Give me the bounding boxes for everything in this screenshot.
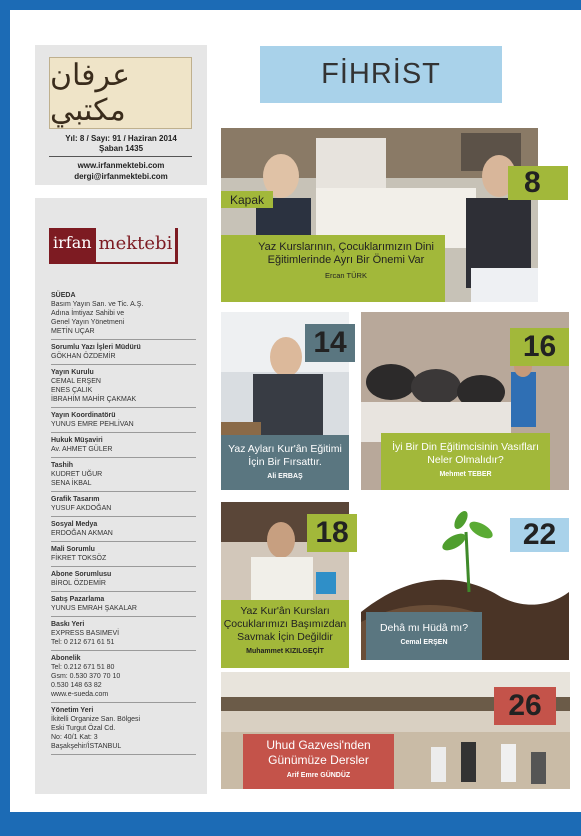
staff-role: Sosyal Medya (51, 521, 98, 528)
article-title: Yaz Kur'ân Kursları Çocuklarımızı Başımızdan Savmak İçin Değildir (223, 605, 347, 643)
website-link[interactable]: www.irfanmektebi.com (77, 161, 165, 170)
page-number-14: 14 (305, 324, 355, 362)
article-author: Ercan TÜRK (325, 271, 367, 280)
article-18[interactable] (221, 502, 349, 668)
staff-section (51, 365, 196, 408)
staff-role: Abone Sorumlusu (51, 571, 112, 578)
staff-role: Yönetim Yeri (51, 707, 94, 714)
staff-line: YUNUS EMRE PEHLİVAN (51, 421, 134, 428)
staff-section (51, 651, 196, 703)
staff-section (51, 567, 196, 592)
staff-line: YUNUS EMRAH ŞAKALAR (51, 605, 137, 612)
staff-role: Satış Pazarlama (51, 596, 105, 603)
staff-line: GÖKHAN ÖZDEMİR (51, 353, 116, 360)
issue-line: Yıl: 8 / Sayı: 91 / Haziran 2014 (65, 134, 177, 143)
page-number-16: 16 (510, 328, 569, 366)
article-author: Mehmet TEBER (439, 471, 492, 478)
staff-line: Başakşehir/İSTANBUL (51, 743, 122, 750)
staff-line: İBRAHİM MAHİR ÇAKMAK (51, 396, 137, 403)
staff-line: Eski Turgut Özal Cd. (51, 725, 116, 732)
staff-line: Genel Yayın Yönetmeni (51, 319, 125, 326)
staff-role: Grafik Tasarım (51, 496, 100, 503)
staff-line: Tel: 0 212 671 61 51 (51, 639, 115, 646)
logo-text: عرفان مكتبي (50, 58, 130, 128)
article-author: Cemal ERŞEN (400, 639, 448, 646)
staff-line: ERDOĞAN AKMAN (51, 530, 113, 537)
article-caption (221, 235, 445, 302)
article-author: Ali ERBAŞ (267, 473, 303, 480)
staff-line: Adına İmtiyaz Sahibi ve (51, 310, 125, 317)
staff-line: Tel: 0.212 671 51 80 (51, 664, 115, 671)
staff-line: CEMAL ERŞEN (51, 378, 101, 385)
article-title: Uhud Gazvesi'nden Günümüze Dersler (266, 738, 371, 767)
staff-section (51, 458, 196, 492)
masthead (35, 45, 207, 185)
staff-section (51, 288, 196, 340)
article-title: İyi Bir Din Eğitimcisinin Vasıfları Neler Olmalıdır? (392, 441, 539, 466)
staff-section (51, 492, 196, 517)
staff-role: Hukuk Müşaviri (51, 437, 103, 444)
staff-box (35, 198, 207, 794)
staff-role: Sorumlu Yazı İşleri Müdürü (51, 344, 141, 351)
staff-line: ENES ÇALIK (51, 387, 93, 394)
article-title: Yaz Kurslarının, Çocuklarımızın Dini Eğitimlerinde Ayrı Bir Önemi Var (258, 241, 434, 266)
staff-role: SÜEDA (51, 292, 76, 299)
page-number-18: 18 (307, 514, 357, 552)
article-22[interactable] (361, 502, 569, 660)
article-16[interactable] (361, 312, 569, 490)
staff-section (51, 703, 196, 755)
staff-line: 0.530 148 63 82 (51, 682, 102, 689)
staff-role: Yayın Koordinatörü (51, 412, 116, 419)
staff-line: FİKRET TOKSÖZ (51, 555, 107, 562)
issue-info (35, 134, 207, 154)
staff-role: Baskı Yeri (51, 621, 85, 628)
staff-role: Yayın Kurulu (51, 369, 94, 376)
calligraphy-logo (49, 57, 192, 129)
page-title: FİHRİST (321, 58, 441, 90)
article-caption (381, 433, 550, 490)
staff-line: YUSUF AKDOĞAN (51, 505, 112, 512)
article-title: Dehâ mı Hüdâ mı? (379, 622, 469, 634)
title-box (260, 46, 502, 103)
staff-section (51, 592, 196, 617)
staff-section (51, 542, 196, 567)
staff-section (51, 617, 196, 651)
brand-part-irfan: irfan (49, 228, 96, 264)
staff-line: EXPRESS BASIMEVİ (51, 630, 120, 637)
magazine-page (10, 10, 581, 812)
staff-line: Basım Yayın San. ve Tic. A.Ş. (51, 301, 144, 308)
staff-role: Tashih (51, 462, 74, 469)
staff-section (51, 408, 196, 433)
page-number-8: 8 (508, 166, 568, 200)
staff-line: Av. AHMET GÜLER (51, 446, 113, 453)
page-number-22: 22 (510, 518, 569, 552)
article-caption (366, 612, 482, 660)
staff-line: METİN UÇAR (51, 328, 95, 335)
cover-tag: Kapak (221, 191, 273, 208)
contact-info (35, 160, 207, 182)
brand-logo (49, 228, 192, 264)
staff-line: İkitelli Organize San. Bölgesi (51, 716, 141, 723)
brand-bar (175, 228, 178, 264)
article-title: Yaz Ayları Kur'ân Eğitimi İçin Bir Fırsattır. (228, 443, 342, 468)
staff-line: KUDRET UĞUR (51, 471, 103, 478)
staff-line: Gsm: 0.530 370 70 10 (51, 673, 121, 680)
article-14[interactable] (221, 312, 349, 490)
article-caption (221, 600, 349, 668)
article-cover[interactable] (221, 128, 541, 302)
article-author: Arif Emre GÜNDÜZ (286, 772, 351, 779)
article-26[interactable] (221, 672, 570, 789)
staff-line: No: 40/1 Kat: 3 (51, 734, 98, 741)
article-caption (243, 734, 394, 789)
hijri-date: Şaban 1435 (98, 144, 144, 153)
staff-list (51, 288, 196, 755)
email-link[interactable]: dergi@irfanmektebi.com (74, 172, 168, 181)
article-caption (221, 435, 349, 490)
page-number-26: 26 (494, 687, 556, 725)
staff-role: Abonelik (51, 655, 81, 662)
staff-role: Mali Sorumlu (51, 546, 95, 553)
staff-section (51, 517, 196, 542)
staff-section (51, 433, 196, 458)
divider (49, 156, 192, 157)
staff-line: www.e-sueda.com (51, 691, 109, 698)
staff-line: SENA İKBAL (51, 480, 92, 487)
brand-part-mektebi: mektebi (96, 228, 176, 264)
staff-line: BİROL ÖZDEMİR (51, 580, 106, 587)
staff-section (51, 340, 196, 365)
article-author: Muhammet KIZILGEÇİT (246, 648, 324, 655)
